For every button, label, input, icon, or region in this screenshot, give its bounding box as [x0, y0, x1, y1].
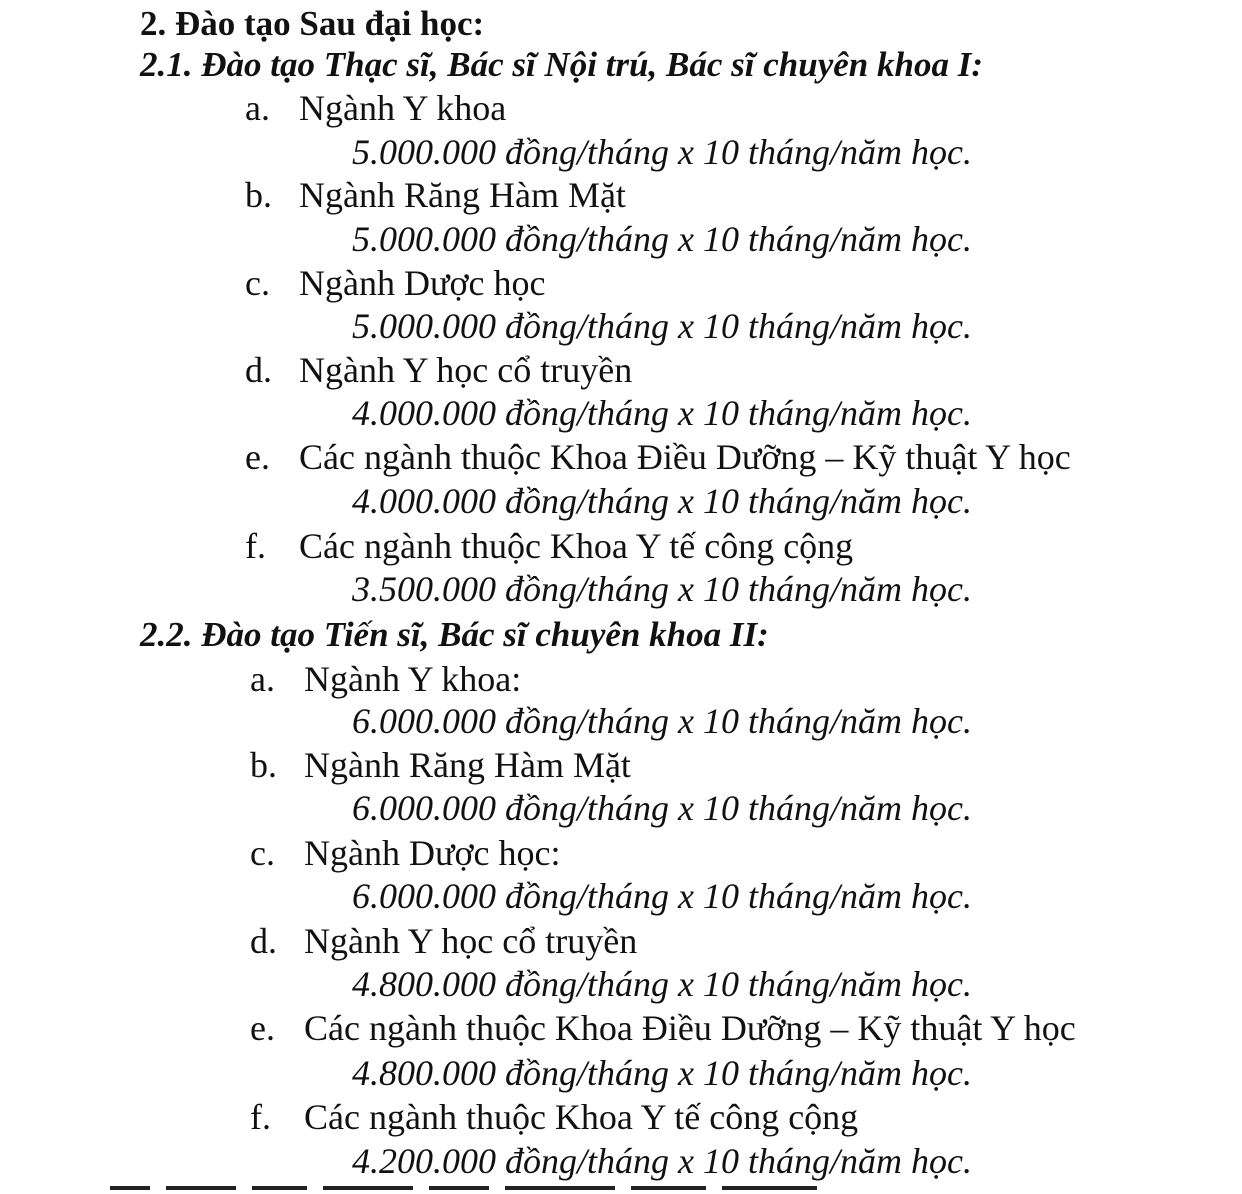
fee-line: 5.000.000 đồng/tháng x 10 tháng/năm học.	[352, 219, 972, 259]
item-name: Ngành Răng Hàm Mặt	[299, 175, 626, 215]
section-title: 2. Đào tạo Sau đại học:	[140, 4, 485, 43]
fee-line: 4.800.000 đồng/tháng x 10 tháng/năm học.	[352, 964, 972, 1004]
item-letter: e.	[245, 437, 270, 477]
list-item	[250, 1010, 1076, 1046]
item-name: Ngành Dược học	[299, 263, 546, 303]
item-letter: f.	[250, 1097, 271, 1137]
list-item	[250, 835, 560, 871]
list-item	[245, 439, 1071, 475]
fee-line: 6.000.000 đồng/tháng x 10 tháng/năm học.	[352, 788, 972, 828]
subsection-title-2-1: 2.1. Đào tạo Thạc sĩ, Bác sĩ Nội trú, Bác sĩ chuyên khoa I:	[140, 45, 983, 84]
fee-line: 5.000.000 đồng/tháng x 10 tháng/năm học.	[352, 306, 972, 346]
item-letter: f.	[245, 526, 266, 566]
list-item	[245, 265, 545, 301]
list-item	[250, 923, 637, 959]
item-letter: d.	[245, 350, 272, 390]
item-name: Ngành Y khoa	[299, 88, 507, 128]
item-name: Ngành Răng Hàm Mặt	[304, 745, 631, 785]
item-letter: b.	[250, 745, 277, 785]
fee-line: 6.000.000 đồng/tháng x 10 tháng/năm học.	[352, 701, 972, 741]
list-item	[245, 177, 626, 213]
list-item	[250, 661, 521, 697]
item-letter: a.	[250, 659, 275, 699]
item-letter: c.	[245, 263, 270, 303]
item-letter: c.	[250, 833, 275, 873]
item-name: Các ngành thuộc Khoa Điều Dưỡng – Kỹ thuật Y học	[299, 437, 1071, 477]
list-item	[250, 747, 631, 783]
item-letter: e.	[250, 1008, 275, 1048]
fee-line: 4.000.000 đồng/tháng x 10 tháng/năm học.	[352, 393, 972, 433]
fee-line: 4.800.000 đồng/tháng x 10 tháng/năm học.	[352, 1053, 972, 1093]
list-item	[245, 352, 632, 388]
subsection-title-2-2: 2.2. Đào tạo Tiến sĩ, Bác sĩ chuyên khoa II:	[140, 615, 769, 654]
item-name: Các ngành thuộc Khoa Y tế công cộng	[299, 526, 854, 566]
item-letter: a.	[245, 88, 270, 128]
fee-line: 4.200.000 đồng/tháng x 10 tháng/năm học.	[352, 1141, 972, 1181]
fee-line: 4.000.000 đồng/tháng x 10 tháng/năm học.	[352, 481, 972, 521]
list-item	[245, 528, 853, 564]
fee-line: 3.500.000 đồng/tháng x 10 tháng/năm học.	[352, 569, 972, 609]
item-name: Các ngành thuộc Khoa Y tế công cộng	[304, 1097, 859, 1137]
item-name: Ngành Dược học:	[304, 833, 561, 873]
list-item	[245, 90, 506, 126]
item-name: Ngành Y học cổ truyền	[304, 921, 638, 961]
item-name: Ngành Y khoa:	[304, 659, 522, 699]
item-name: Ngành Y học cổ truyền	[299, 350, 633, 390]
cutoff-text-fragment	[110, 1180, 910, 1194]
fee-line: 5.000.000 đồng/tháng x 10 tháng/năm học.	[352, 132, 972, 172]
item-name: Các ngành thuộc Khoa Điều Dưỡng – Kỹ thuật Y học	[304, 1008, 1076, 1048]
item-letter: b.	[245, 175, 272, 215]
fee-line: 6.000.000 đồng/tháng x 10 tháng/năm học.	[352, 876, 972, 916]
list-item	[250, 1099, 858, 1135]
item-letter: d.	[250, 921, 277, 961]
